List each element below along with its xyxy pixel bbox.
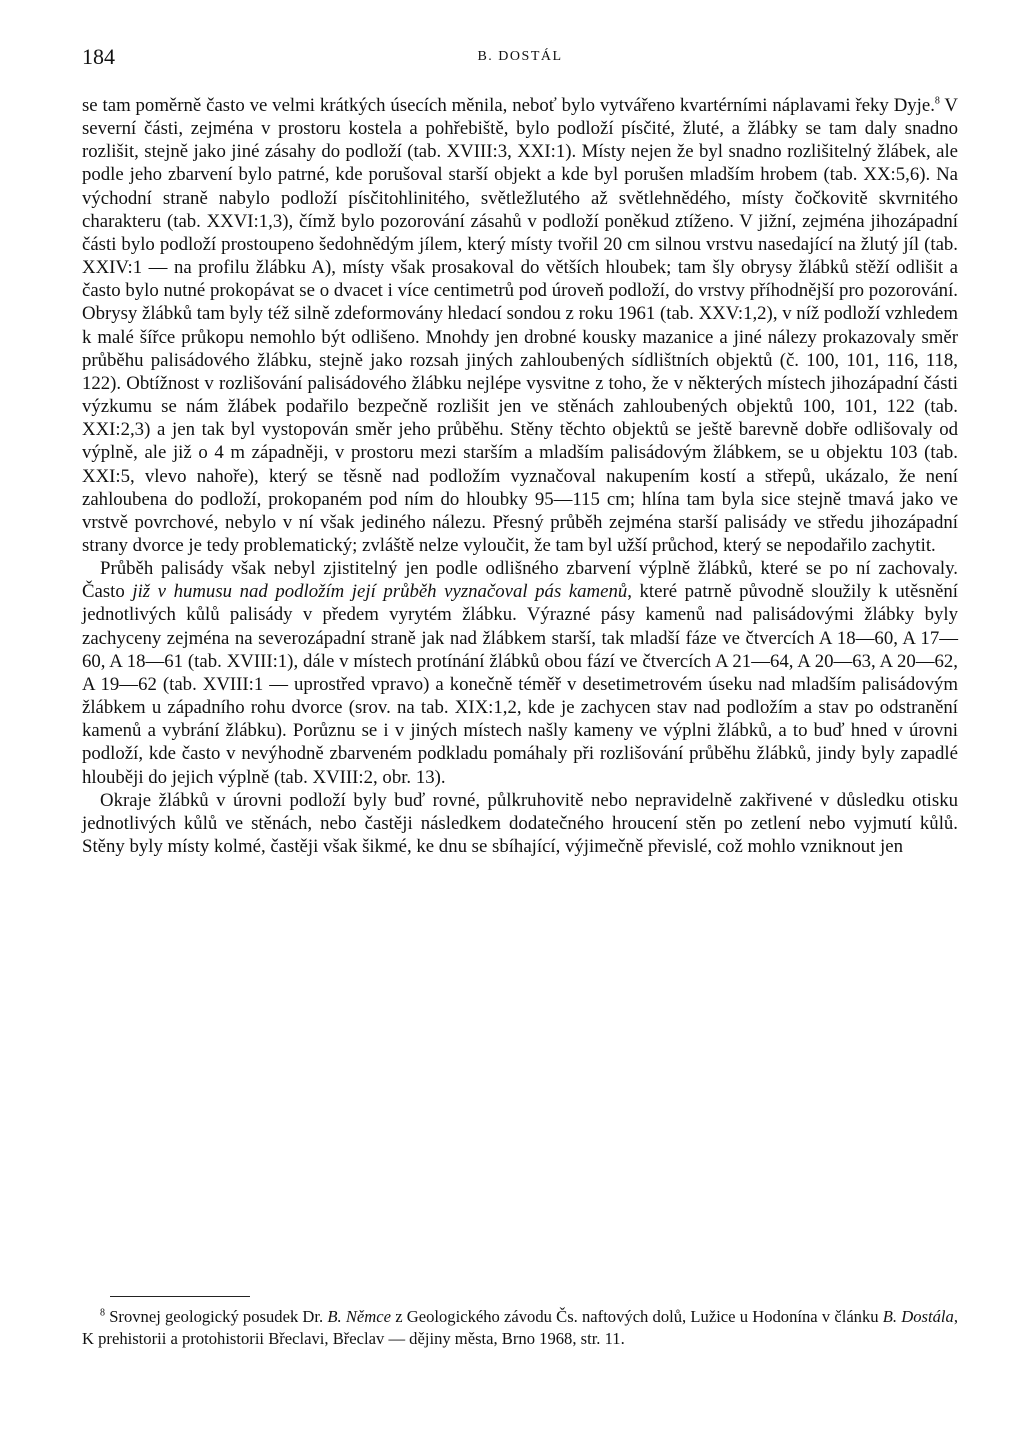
footnote-8 [82, 1306, 958, 1350]
body-text [82, 94, 958, 858]
footnote-text-c: , K prehistorii a protohistorii Břeclavi, Břeclav — dějiny města, Brno 1968, str. 11. [82, 1307, 958, 1348]
page-number: 184 [82, 44, 115, 69]
paragraph-1-text-b: V severní části, zejména v prostoru kostela a pohřebiště, bylo podloží písčité, žluté, a žlábky se tam daly snadno rozlišit, stejně jako jiné zásahy do podloží (tab. XVIII:3, XXI:1). Místy nejen že byl snadno rozlišitelný žlábek, ale podle jeho zbarvení bylo patrné, kde porušoval starší objekt a kde byl porušen mladším hrobem (tab. XX:5,6). Na východní straně nabylo podloží písčitohlinitého, světležlutého až světlehnědého, místy čočkovitě skvrnitého charakteru (tab. XXVI:1,3), čímž bylo pozorování zásahů v podloží poněkud ztíženo. V jižní, zejména jihozápadní části bylo podloží prostoupeno šedohnědým jílem, který místy tvořil 20 cm silnou vrstvu nasedající na žlutý jíl (tab. XXIV:1 — na profilu žlábku A), místy však prosakoval do větších hloubek; tam šly obrysy žlábků stěží odlišit a často bylo nutné prokopávat se o dvacet i více centimetrů pod úroveň podloží, do vrstvy příhodnější pro pozorování. Obrysy žlábků tam byly též silně zdeformovány hledací sondou z roku 1961 (tab. XXV:1,2), v níž podloží vzhledem k malé šířce průkopu nemohlo být odlišeno. Mnohdy jen drobné kousky mazanice a jiné nálezy prokazovaly směr průběhu palisádového žlábku, stejně jako rozsah jiných zahloubených sídlištních objektů (č. 100, 101, 116, 118, 122). Obtížnost v rozlišování palisádového žlábku nejlépe vysvitne z toho, že v některých místech jihozápadní části výzkumu se nám žlábek podařilo bezpečně rozlišit jen ve stěnách zahloubených objektů 100, 101, 122 (tab. XXI:2,3) a jen tak byl vystopován směr jeho průběhu. Stěny těchto objektů se ještě barevně dobře odlišovaly od výplně, ale již o 4 m západněji, v prostoru mezi starším a mladším palisádovým žlábkem, se u objektu 103 (tab. XXI:5, vlevo nahoře), který se těsně nad podložím vyznačoval nakupením kostí a střepů, ukázalo, že není zahloubena do podloží, prokopaném pod ním do hloubky 95—115 cm; hlína tam byla sice stejně tmavá jako ve vrstvě povrchové, nebylo v ní však jediného nálezu. Přesný průběh zejména starší palisády ve středu jihozápadní strany dvorce je tedy problematický; zvláště nelze vyloučit, že tam byl užší průchod, který se nepodařilo zachytit. [82, 95, 958, 556]
running-head: B. DOSTÁL [477, 49, 563, 64]
paragraph-2 [82, 557, 958, 789]
paragraph-3-text: Okraje žlábků v úrovni podloží byly buď rovné, půlkruhovitě nebo nepravidelně zakřivené v důsledku otisku jednotlivých kůlů ve stěnách, nebo častěji následkem dodatečného hroucení stěn po zetlení nebo vyjmutí kůlů. Stěny byly místy kolmé, častěji však šikmé, ke dnu se sbíhající, výjimečně převislé, což mohlo vzniknout jen [82, 789, 958, 857]
footnote-text-a: Srovnej geologický posudek Dr. [105, 1307, 328, 1326]
paragraph-2-emphasis: již v humusu nad podložím její průběh vyznačoval pás kamenů [132, 581, 628, 603]
paragraph-2-text-a: Průběh palisády však nebyl zjistitelný jen podle odlišného zbarvení výplně žlábků, které se po ní zachovaly. Často [82, 558, 958, 603]
page-header [82, 42, 958, 72]
footnote-mark: 8 [100, 1307, 105, 1319]
paragraph-1 [82, 94, 958, 557]
footnote-divider [110, 1296, 250, 1297]
footnote-text-b: z Geologického závodu Čs. naftových dolů, Lužice u Hodonína v článku [391, 1307, 883, 1326]
footnote-cited-author: B. Dostála [882, 1307, 954, 1326]
footnotes [82, 1306, 958, 1350]
paragraph-1-text-a: se tam poměrně často ve velmi krátkých úsecích měnila, neboť bylo vytvářeno kvartérními náplavami řeky Dyje. [82, 95, 935, 116]
paragraph-2-text-b: , které patrně původně sloužily k utěsnění jednotlivých kůlů palisády v předem vyrytém žlábku. Výrazné pásy kamenů nad palisádovými žlábky byly zachyceny zejména na severozápadní straně jak nad žlábkem starší, tak mladší fáze ve čtvercích A 18—60, A 17—60, A 18—61 (tab. XVIII:1), dále v místech protínání žlábků obou fází ve čtvercích A 21—64, A 20—63, A 20—62, A 19—62 (tab. XVIII:1 — uprostřed vpravo) a konečně téměř v desetimetrovém úseku nad mladším palisádovým žlábkem u západního rohu dvorce (srov. na tab. XIX:1,2, kde je zachycen stav nad podložím a stav po odstranění kamenů a vybrání žlábku). Porůznu se i v jiných místech našly kameny ve výplni žlábků, a to buď hned v úrovni podloží, kde často v nevýhodně zbarveném podkladu pomáhaly při rozlišování průběhu žlábků, jindy byly zapadlé hlouběji do jejich výplně (tab. XVIII:2, obr. 13). [82, 581, 958, 788]
footnote-reference: 8 [934, 95, 940, 107]
footnote-author-name: B. Němce [327, 1307, 391, 1326]
paragraph-3 [82, 789, 958, 858]
